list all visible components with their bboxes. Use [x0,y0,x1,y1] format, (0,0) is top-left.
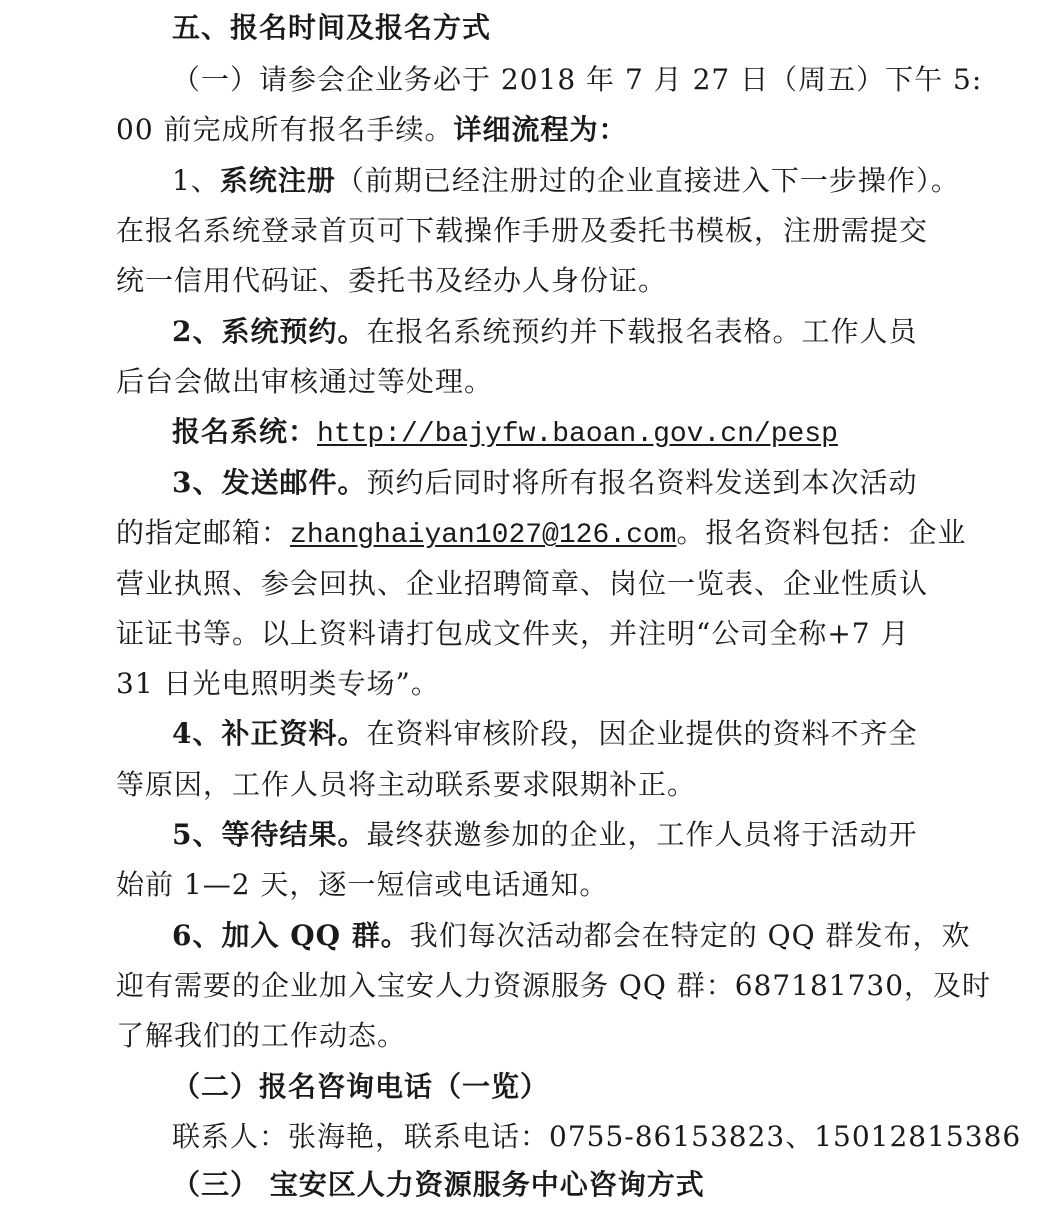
step2-title: 系统预约。 [221,315,367,348]
step6-line2: 迎有需要的企业加入宝安人力资源服务 QQ 群：687181730，及时 [116,969,992,1002]
step3-line3: 营业执照、参会回执、企业招聘简章、岗位一览表、企业性质认 [116,567,929,600]
step3-line4: 证证书等。以上资料请打包成文件夹，并注明“公司全称+7 月 [116,617,910,650]
step6-line1 [172,918,970,954]
step3-text2-post: 。报名资料包括：企业 [676,516,967,549]
step6-title: 加入 QQ 群。 [221,919,410,952]
step2-text1: 在报名系统预约并下载报名表格。工作人员 [366,315,918,348]
step5-line2: 始前 1—2 天，逐一短信或电话通知。 [116,868,609,901]
step1-line1 [172,163,960,199]
step6-text1: 我们每次活动都会在特定的 QQ 群发布，欢 [409,919,971,952]
section-heading: 五、报名时间及报名方式 [172,11,492,44]
step6-prefix: 6、 [172,919,222,952]
step4-text1: 在资料审核阶段，因企业提供的资料不齐全 [366,717,918,750]
step3-line5: 31 日光电照明类专场”。 [116,667,440,700]
step1-line2: 在报名系统登录首页可下载操作手册及委托书模板，注册需提交 [116,214,929,247]
sub2-contact: 联系人：张海艳，联系电话：0755-86153823、15012815386 [172,1120,1022,1153]
step4-title: 补正资料。 [221,717,367,750]
step5-text1: 最终获邀参加的企业，工作人员将于活动开 [366,818,918,851]
step4-line1 [172,716,918,752]
sub2-heading: （二）报名咨询电话（一览） [172,1070,550,1103]
sub1-line1: （一）请参会企业务必于 2018 年 7 月 27 日（周五）下午 5: [172,63,983,96]
step1-num: 1、 [172,164,220,197]
step4-line2: 等原因，工作人员将主动联系要求限期补正。 [116,768,697,801]
step3-line2 [116,515,967,554]
step1-text1: （前期已经注册过的企业直接进入下一步操作）。 [335,164,960,197]
sub1-line2-normal: 00 前完成所有报名手续。 [116,113,454,146]
email-link[interactable]: zhanghaiyan1027@126.com [290,520,677,551]
step4-prefix: 4、 [172,717,222,750]
step2-prefix: 2、 [172,315,222,348]
step1-line3: 统一信用代码证、委托书及经办人身份证。 [116,264,668,297]
sub1-line2-bold: 详细流程为： [453,113,628,146]
system-url-link[interactable]: http://bajyfw.baoan.gov.cn/pesp [317,419,838,450]
step5-prefix: 5、 [172,818,222,851]
step3-title: 发送邮件。 [221,466,367,499]
step2-line1 [172,314,918,350]
step3-text2-pre: 的指定邮箱： [116,516,291,549]
step5-line1 [172,817,918,853]
step5-title: 等待结果。 [221,818,367,851]
step3-prefix: 3、 [172,466,222,499]
step3-line1 [172,465,918,501]
step1-title: 系统注册 [219,164,336,197]
step6-line3: 了解我们的工作动态。 [116,1019,407,1052]
step3-text1: 预约后同时将所有报名资料发送到本次活动 [366,466,918,499]
sub1-line2 [116,112,628,148]
step2-line2: 后台会做出审核通过等处理。 [116,365,494,398]
system-label: 报名系统： [172,415,318,448]
sub3-heading: （三） 宝安区人力资源服务中心咨询方式 [172,1168,705,1201]
system-line [172,414,838,453]
